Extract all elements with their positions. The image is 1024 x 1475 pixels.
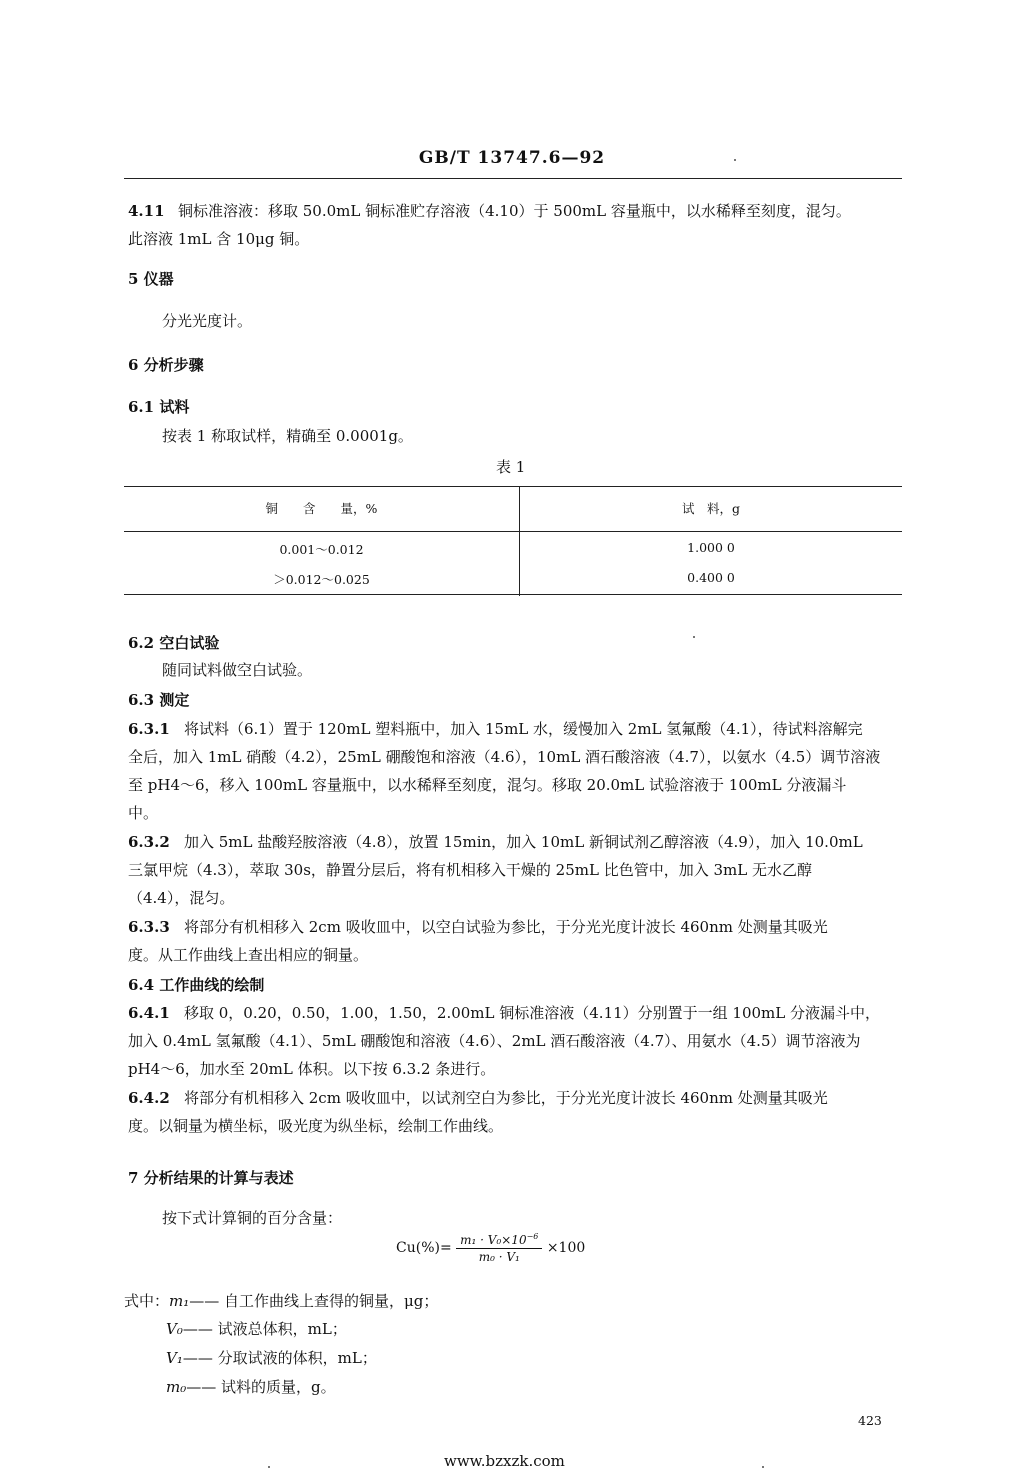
- where-symbol: V₁: [166, 1349, 183, 1367]
- where-symbol: m₀: [166, 1378, 187, 1396]
- where-item: [166, 1377, 336, 1397]
- where-lead: 式中：: [124, 1292, 170, 1310]
- clause-6-4-1: [128, 1003, 880, 1023]
- clause-6-3-1: [128, 719, 863, 739]
- table-cell-range: ＞0.012～0.025: [273, 572, 370, 587]
- section-6-3-heading: 6.3 测定: [128, 691, 190, 709]
- section-5-body: 分光光度计。: [162, 312, 253, 330]
- where-symbol: V₀: [166, 1320, 183, 1338]
- where-item: [166, 1348, 377, 1368]
- numerator-main: m₁ · V₀×10: [460, 1233, 527, 1247]
- header-rule: [124, 178, 902, 179]
- copper-percentage-formula: [396, 1232, 585, 1264]
- formula-denominator: m₀ · V₁: [478, 1250, 520, 1264]
- clause-text: 铜标准溶液：移取 50.0mL 铜标准贮存溶液（4.10）于 500mL 容量瓶中，以水稀释至刻度，混匀。: [178, 202, 851, 220]
- where-symbol: m₁: [169, 1292, 190, 1310]
- clause-number: 6.4.2: [128, 1089, 170, 1107]
- table-top-rule: [124, 486, 902, 487]
- where-description: —— 试液总体积，mL；: [182, 1320, 347, 1338]
- page-number: 423: [858, 1413, 882, 1428]
- clause-text: 将部分有机相移入 2cm 吸收皿中，以空白试验为参比，于分光光度计波长 460nm 处测量其吸光: [184, 918, 828, 936]
- clause-4-11-cont: 此溶液 1mL 含 10μg 铜。: [128, 230, 310, 248]
- clause-text: 将部分有机相移入 2cm 吸收皿中，以试剂空白为参比，于分光光度计波长 460nm 处测量其吸光: [184, 1089, 828, 1107]
- clause-6-3-1-line4: 中。: [128, 804, 159, 822]
- clause-6-3-3: [128, 917, 828, 937]
- clause-6-3-1-line3: 至 pH4～6，移入 100mL 容量瓶中，以水稀释至刻度，混匀。移取 20.0mL 试验溶液于 100mL 分液漏斗: [128, 776, 847, 794]
- section-6-1-body: 按表 1 称取试样，精确至 0.0001g。: [162, 427, 413, 445]
- clause-6-4-1-line2: 加入 0.4mL 氢氟酸（4.1）、5mL 硼酸饱和溶液（4.6）、2mL 酒石酸溶液（4.7）、用氨水（4.5）调节溶液为: [128, 1032, 861, 1050]
- table-header-sample-mass: 试 料，g: [681, 501, 740, 516]
- where-description: —— 自工作曲线上查得的铜量，μg；: [189, 1292, 439, 1310]
- formula-lhs: Cu(%)=: [396, 1240, 452, 1256]
- section-5-heading: 5 仪器: [128, 270, 174, 288]
- where-item: [124, 1291, 438, 1311]
- clause-number: 6.3.3: [128, 918, 170, 936]
- clause-text: 将试料（6.1）置于 120mL 塑料瓶中，加入 15mL 水，缓慢加入 2mL 氢氟酸（4.1），待试料溶解完: [184, 720, 863, 738]
- table-bottom-rule: [124, 594, 902, 595]
- clause-6-4-2: [128, 1088, 828, 1108]
- section-6-4-heading: 6.4 工作曲线的绘制: [128, 976, 265, 994]
- table-caption: 表 1: [496, 458, 526, 476]
- scan-speck: [734, 159, 736, 161]
- clause-text: 加入 5mL 盐酸羟胺溶液（4.8），放置 15min，加入 10mL 新铜试剂乙醇溶液（4.9），加入 10.0mL: [184, 833, 863, 851]
- clause-6-3-1-line2: 全后，加入 1mL 硝酸（4.2），25mL 硼酸饱和溶液（4.6），10mL 酒石酸溶液（4.7），以氨水（4.5）调节溶液: [128, 748, 881, 766]
- scan-speck: [693, 636, 695, 638]
- where-description: —— 试料的质量，g。: [186, 1378, 336, 1396]
- clause-number: 6.3.1: [128, 720, 170, 738]
- section-6-heading: 6 分析步骤: [128, 356, 204, 374]
- table-cell-mass: 1.000 0: [687, 540, 735, 555]
- clause-6-3-2-line2: 三氯甲烷（4.3），萃取 30s，静置分层后，将有机相移入干燥的 25mL 比色管中，加入 3mL 无水乙醇: [128, 861, 812, 879]
- clause-text: 移取 0，0.20，0.50，1.00，1.50，2.00mL 铜标准溶液（4.11）分别置于一组 100mL 分液漏斗中，: [184, 1004, 881, 1022]
- section-7-intro: 按下式计算铜的百分含量：: [162, 1209, 343, 1227]
- section-6-2-body: 随同试料做空白试验。: [162, 661, 313, 679]
- clause-number: 6.4.1: [128, 1004, 170, 1022]
- section-6-1-heading: 6.1 试料: [128, 398, 190, 416]
- clause-6-4-1-line3: pH4～6，加水至 20mL 体积。以下按 6.3.2 条进行。: [128, 1060, 496, 1078]
- formula-fraction: [456, 1232, 542, 1264]
- clause-4-11: [128, 201, 851, 221]
- table-1: [124, 486, 902, 596]
- clause-6-3-2-line3: （4.4），混匀。: [128, 889, 235, 907]
- formula-numerator: [456, 1232, 542, 1249]
- formula-rhs: ×100: [546, 1240, 586, 1256]
- where-description: —— 分取试液的体积，mL；: [182, 1349, 377, 1367]
- clause-6-3-3-line2: 度。从工作曲线上查出相应的铜量。: [128, 946, 369, 964]
- section-6-2-heading: 6.2 空白试验: [128, 634, 220, 652]
- table-header-copper-content: 铜 含 量，%: [265, 501, 378, 516]
- clause-number: 4.11: [128, 202, 165, 220]
- table-header-rule: [124, 531, 902, 532]
- clause-number: 6.3.2: [128, 833, 170, 851]
- clause-6-4-2-line2: 度。以铜量为横坐标，吸光度为纵坐标，绘制工作曲线。: [128, 1117, 504, 1135]
- scan-speck: [762, 1466, 764, 1468]
- website-watermark: www.bzxzk.com: [444, 1452, 565, 1470]
- scan-speck: [268, 1466, 270, 1468]
- standard-number-header: GB/T 13747.6—92: [418, 148, 606, 168]
- numerator-exponent: −6: [526, 1232, 539, 1241]
- table-cell-mass: 0.400 0: [687, 570, 735, 585]
- section-7-heading: 7 分析结果的计算与表述: [128, 1169, 294, 1187]
- clause-6-3-2: [128, 832, 863, 852]
- where-item: [166, 1319, 347, 1339]
- table-cell-range: 0.001～0.012: [279, 542, 364, 557]
